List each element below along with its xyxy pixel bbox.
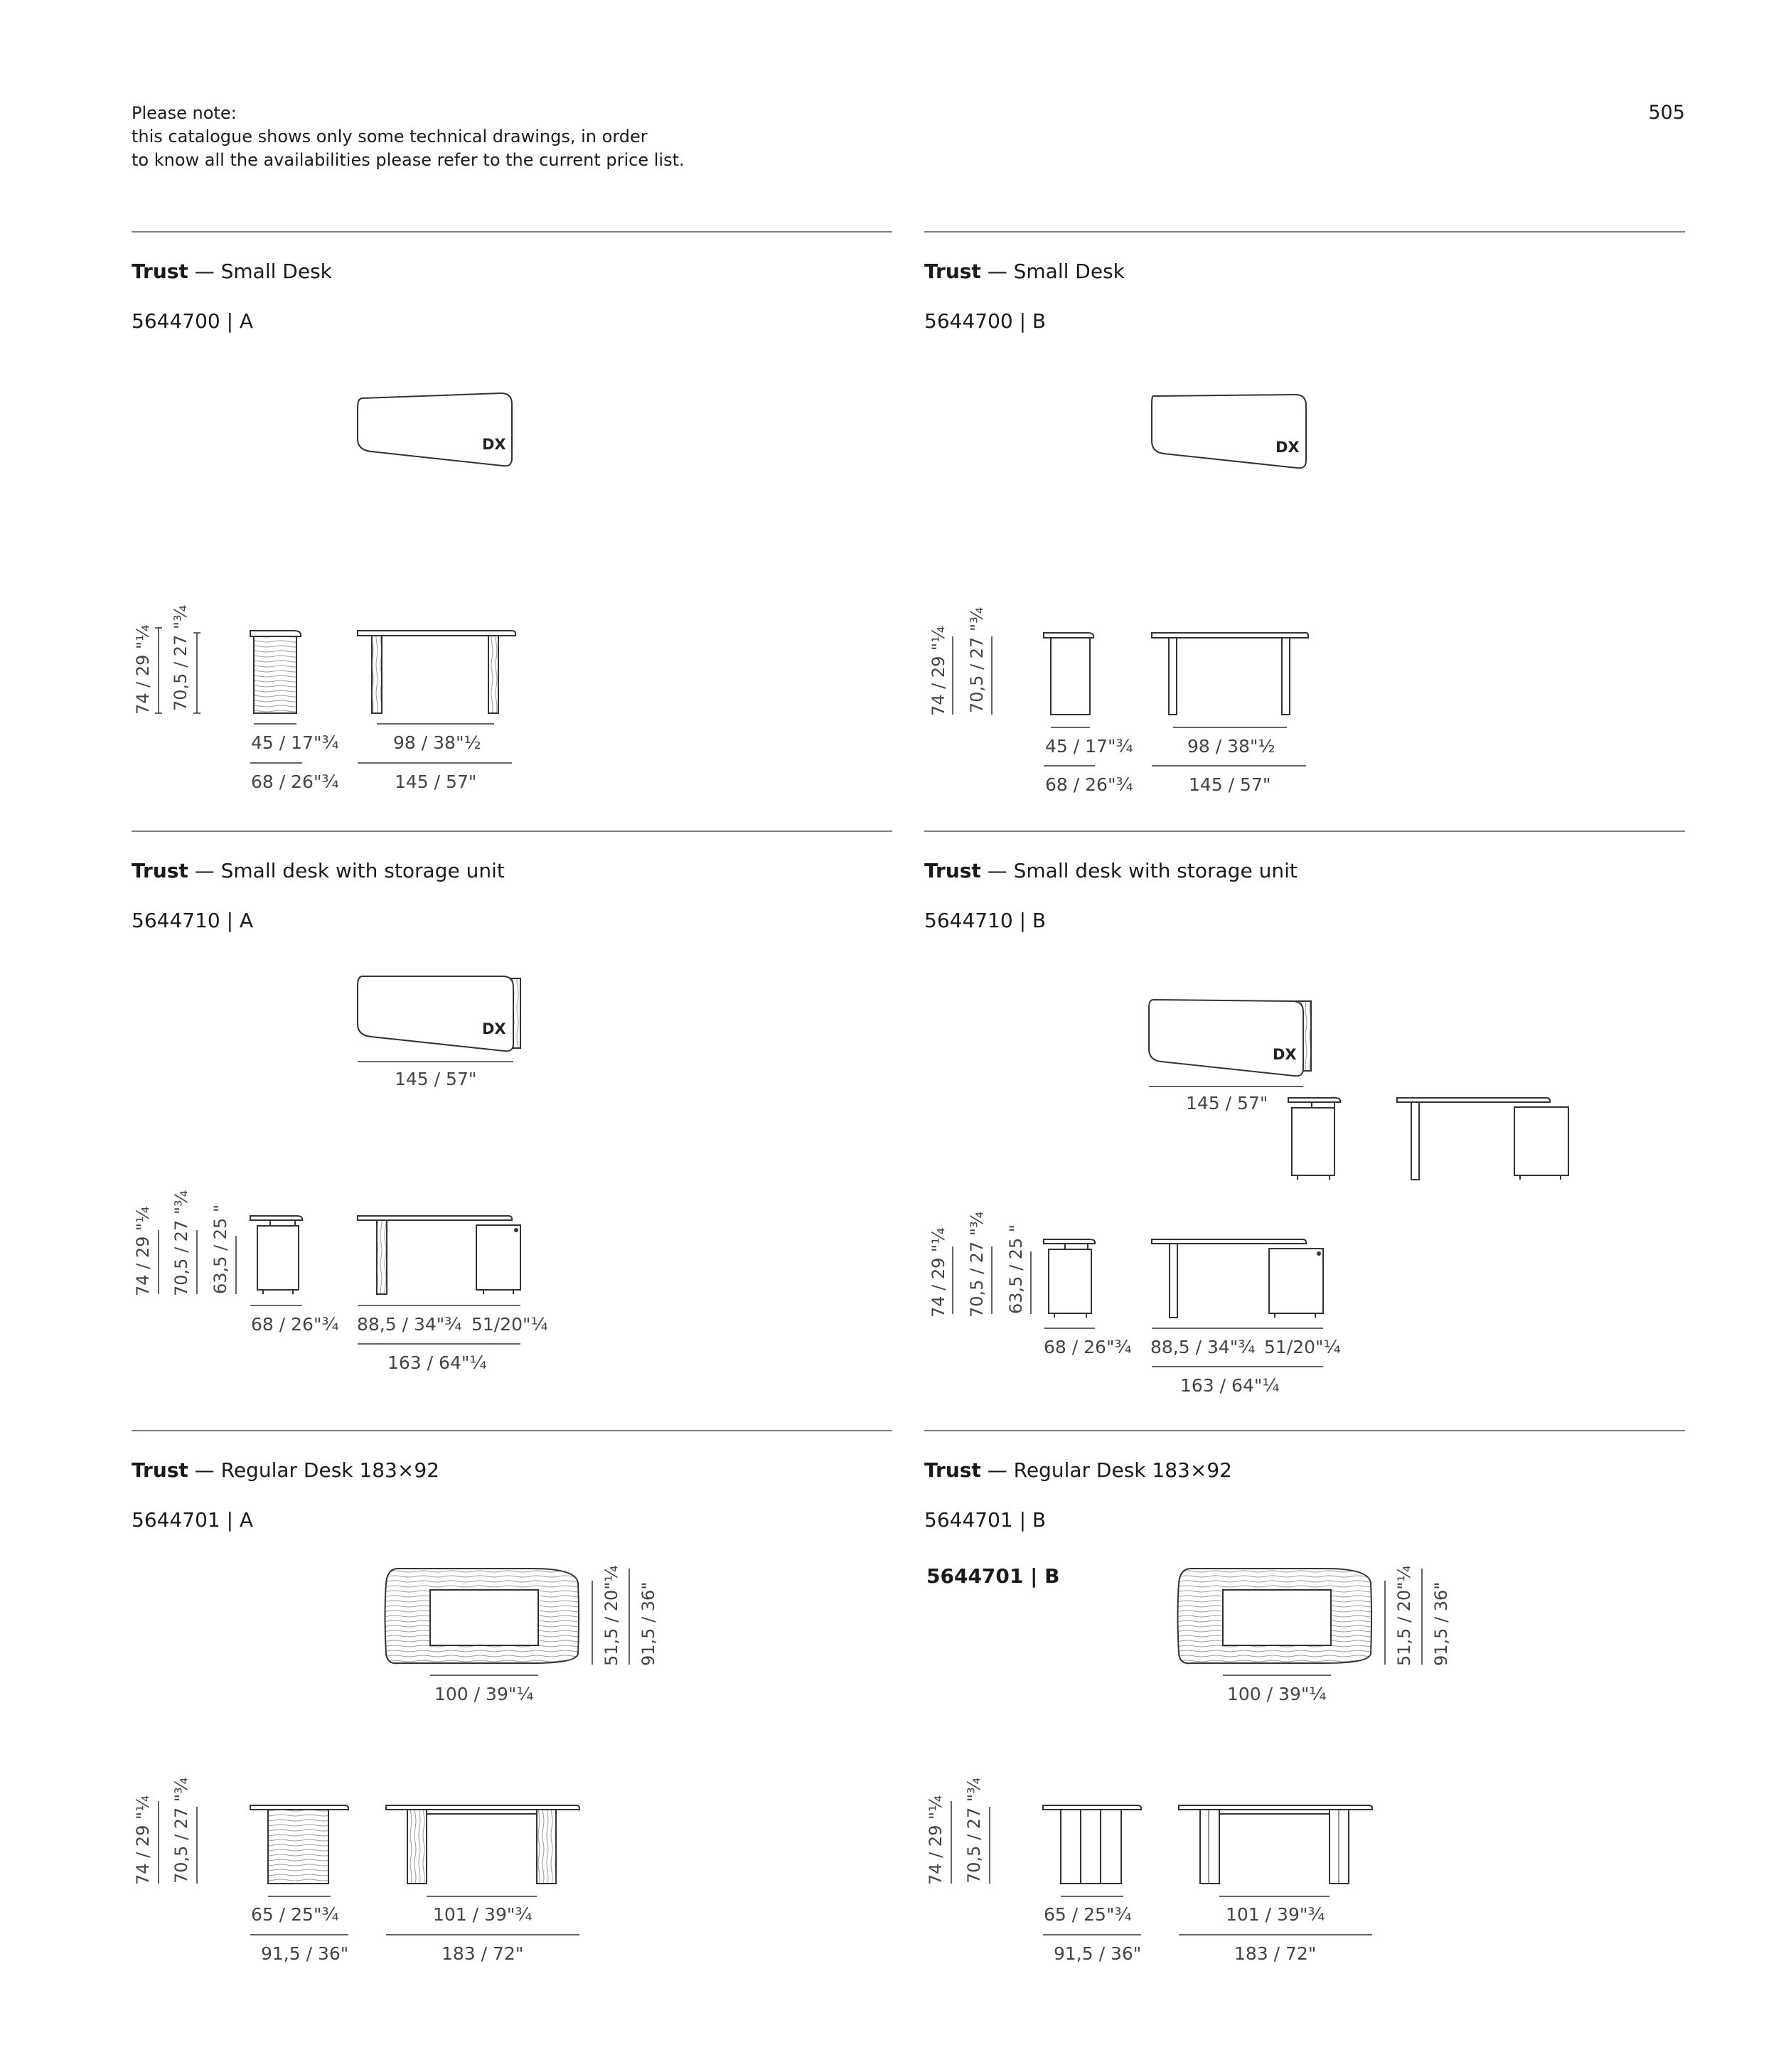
dimension-label: 101 / 39"¾	[1226, 1904, 1325, 1925]
front-view-leg	[1200, 1810, 1219, 1884]
front-view-leg	[1169, 638, 1177, 715]
technical-drawing	[924, 231, 1685, 832]
alt-front-view-top	[1397, 1098, 1550, 1102]
desk-top-inset	[1223, 1590, 1331, 1645]
dimension-label: 91,5 / 36"	[1054, 1943, 1142, 1964]
dimension-label: 145 / 57"	[1186, 1093, 1268, 1114]
desk-top-plan	[1149, 1000, 1303, 1076]
dimension-label: 145 / 57"	[1189, 774, 1271, 795]
height-label: 63,5 / 25 "	[1006, 1224, 1026, 1314]
dimension-label: 51,5 / 20"¼	[601, 1565, 621, 1666]
product-section-small-desk-b	[924, 231, 1685, 832]
technical-drawing	[132, 831, 892, 1431]
technical-drawing	[924, 1430, 1685, 2031]
front-view-leg	[377, 1220, 387, 1294]
side-view-handle	[1065, 1244, 1088, 1249]
dimension-label: 145 / 57"	[395, 1069, 477, 1089]
dimension-label: 65 / 25"¾	[251, 1904, 339, 1925]
side-view	[1044, 633, 1093, 638]
height-label: 70,5 / 27 "¾	[171, 604, 191, 711]
dimension-label: 91,5 / 36"	[1431, 1581, 1451, 1666]
dimension-label: 100 / 39"¼	[1227, 1684, 1327, 1704]
dimension-label: 98 / 38"½	[1187, 736, 1275, 757]
height-label: 74 / 29 "¼	[133, 624, 153, 715]
dimension-label: 68 / 26"¾	[251, 1314, 339, 1335]
side-view-storage	[1049, 1249, 1091, 1313]
dimension-label: 68 / 26"¾	[251, 771, 339, 792]
dimension-label: 68 / 26"¾	[1045, 774, 1133, 795]
front-view-top	[358, 631, 515, 636]
note-line-3: to know all the availabilities please refer to the current price list.	[132, 150, 685, 170]
height-label: 74 / 29 "¼	[929, 1227, 948, 1318]
front-view-leg	[488, 636, 498, 713]
product-title: Trust — Small Desk	[924, 260, 1125, 283]
front-view-storage	[1269, 1249, 1323, 1313]
front-view-leg	[1282, 638, 1290, 715]
desk-top-plan	[358, 976, 513, 1051]
dimension-label: 65 / 25"¾	[1044, 1904, 1132, 1925]
side-view-storage	[257, 1226, 299, 1290]
height-label: 70,5 / 27 "¾	[967, 1211, 987, 1318]
desk-top-plan	[1152, 395, 1306, 468]
dx-label: DX	[482, 1020, 506, 1037]
dimension-label: 100 / 39"¼	[434, 1684, 534, 1704]
dimension-label: 51/20"¼	[1264, 1337, 1341, 1357]
desk-top-inset	[430, 1590, 538, 1645]
side-view	[250, 631, 301, 636]
technical-drawing	[132, 1430, 892, 2031]
dimension-label: 51,5 / 20"¼	[1394, 1565, 1414, 1666]
product-code: 5644710 | A	[132, 909, 254, 932]
product-code: 5644701 | B	[924, 1508, 1047, 1532]
note-line-1: Please note:	[132, 103, 237, 123]
product-code: 5644700 | B	[924, 309, 1047, 333]
catalogue-note	[132, 102, 685, 172]
height-label: 70,5 / 27 "¾	[964, 1777, 984, 1884]
dimension-label: 183 / 72"	[1234, 1943, 1317, 1964]
product-section-storage-desk-b	[924, 831, 1685, 1431]
front-view-leg	[372, 636, 382, 713]
side-view-base	[254, 636, 296, 713]
dimension-label: 91,5 / 36"	[638, 1581, 658, 1666]
dimension-label: 51/20"¼	[471, 1314, 548, 1335]
side-view-base	[268, 1810, 328, 1884]
desk-top-plan	[358, 393, 512, 466]
dimension-label: 101 / 39"¾	[433, 1904, 533, 1925]
side-view-base	[1061, 1810, 1121, 1884]
page-number: 505	[1648, 102, 1685, 124]
dimension-label: 163 / 64"¼	[387, 1352, 487, 1373]
product-title: Trust — Small desk with storage unit	[132, 859, 505, 882]
height-label: 74 / 29 "¼	[133, 1206, 153, 1296]
note-line-2: this catalogue shows only some technical drawings, in order	[132, 127, 648, 146]
product-title: Trust — Regular Desk 183×92	[924, 1458, 1232, 1482]
product-code: 5644710 | B	[924, 909, 1047, 932]
height-label: 74 / 29 "¼	[133, 1795, 153, 1885]
side-view-base	[1051, 638, 1090, 715]
front-view-leg	[1170, 1244, 1177, 1318]
product-code: 5644701 | A	[132, 1508, 254, 1532]
dimension-label: 88,5 / 34"¾	[357, 1314, 462, 1335]
product-section-regular-desk-a	[132, 1430, 892, 2031]
product-title: Trust — Small desk with storage unit	[924, 859, 1298, 882]
height-label: 70,5 / 27 "¾	[967, 607, 987, 713]
alt-front-view-leg	[1411, 1102, 1419, 1180]
dimension-label: 45 / 17"¾	[1045, 736, 1133, 757]
product-title: Trust — Small Desk	[132, 260, 332, 283]
product-title: Trust — Regular Desk 183×92	[132, 1458, 439, 1482]
alt-side-view-storage	[1292, 1108, 1334, 1175]
front-view-leg	[537, 1810, 556, 1884]
side-view-handle	[270, 1220, 295, 1226]
dx-label: DX	[1275, 439, 1300, 456]
product-section-regular-desk-b	[924, 1430, 1685, 2031]
dx-label: DX	[1273, 1046, 1297, 1063]
product-section-storage-desk-a	[132, 831, 892, 1431]
dimension-label: 88,5 / 34"¾	[1150, 1337, 1256, 1357]
product-code: 5644700 | A	[132, 309, 254, 333]
dx-label: DX	[482, 436, 506, 453]
dimension-label: 145 / 57"	[395, 771, 477, 792]
dimension-label: 98 / 38"½	[393, 732, 481, 753]
dimension-label: 163 / 64"¼	[1180, 1375, 1280, 1396]
height-label: 74 / 29 "¼	[929, 626, 948, 716]
alt-front-view-storage	[1514, 1107, 1568, 1175]
product-section-small-desk-a	[132, 231, 892, 832]
height-label: 74 / 29 "¼	[926, 1795, 946, 1885]
dimension-label: 183 / 72"	[442, 1943, 524, 1964]
front-view-storage	[476, 1225, 520, 1290]
technical-drawing	[132, 231, 892, 832]
height-label: 70,5 / 27 "¾	[171, 1777, 191, 1884]
technical-drawing	[924, 831, 1685, 1431]
dimension-label: 45 / 17"¾	[251, 732, 339, 753]
dimension-label: 91,5 / 36"	[261, 1943, 349, 1964]
product-code-overlay: 5644701 | B	[926, 1564, 1060, 1588]
front-view-top	[1152, 633, 1308, 638]
height-label: 70,5 / 27 "¾	[171, 1190, 191, 1296]
height-label: 63,5 / 25 "	[210, 1205, 230, 1294]
dimension-label: 68 / 26"¾	[1044, 1337, 1132, 1357]
front-view-leg	[407, 1810, 427, 1884]
